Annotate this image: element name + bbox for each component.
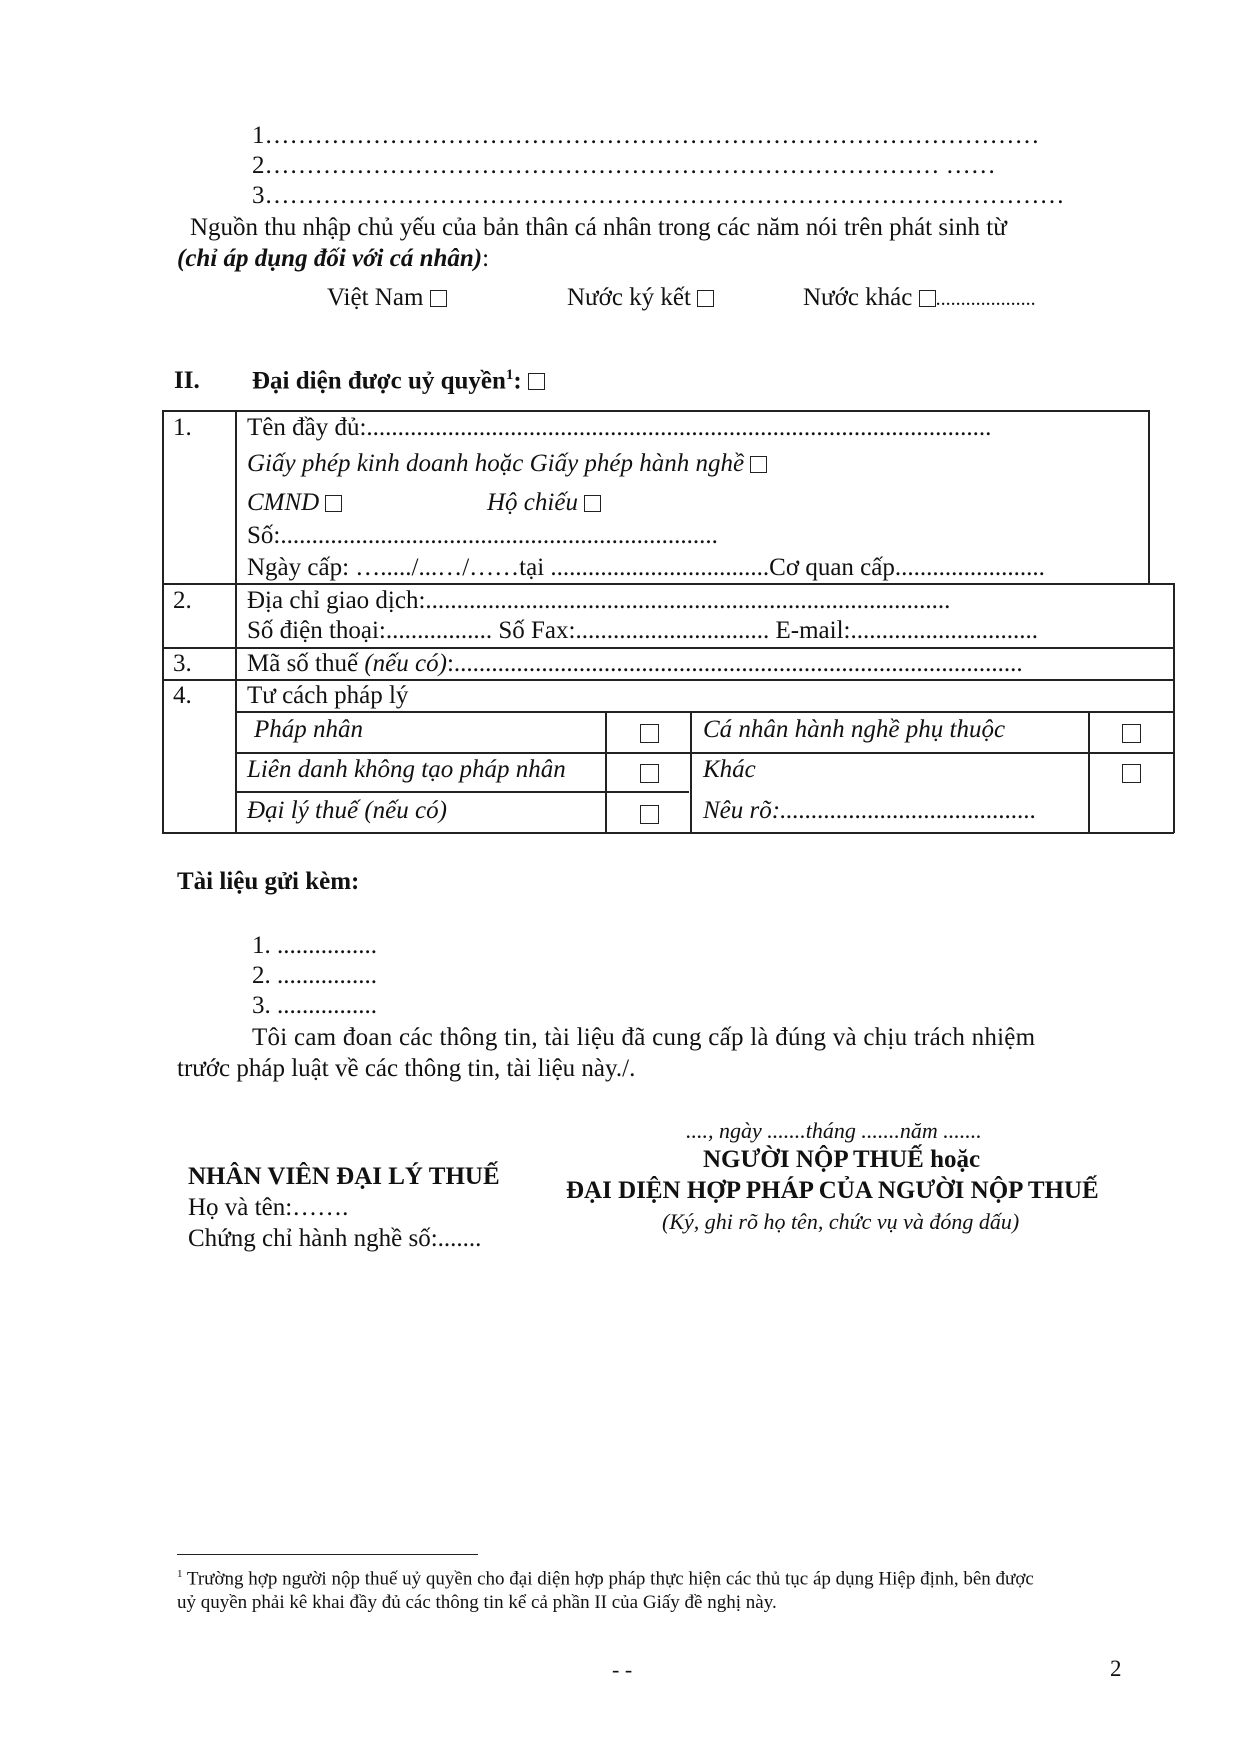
table-border <box>162 583 1174 585</box>
passport-option-label: Hộ chiếu <box>487 489 578 516</box>
agent-name-field[interactable]: Họ và tên:……. <box>188 1194 349 1221</box>
tax-code-dots: :........................................................................................... <box>446 650 1023 677</box>
tax-code-label: Mã số thuế <box>247 650 359 677</box>
tax-agent-label: Đại lý thuế (nếu có) <box>247 797 447 824</box>
tax-agent-staff-title: NHÂN VIÊN ĐẠI LÝ THUẾ <box>188 1163 500 1190</box>
row-3-number: 3. <box>173 650 192 677</box>
table-border <box>162 679 1174 681</box>
passport-option[interactable] <box>487 489 601 517</box>
table-border <box>1173 583 1175 833</box>
attachments-title: Tài liệu gửi kèm: <box>177 868 360 895</box>
other-label: Khác <box>703 756 756 783</box>
table-border <box>162 832 1174 834</box>
license-option-label: Giấy phép kinh doanh hoặc Giấy phép hành nghề <box>247 450 745 477</box>
checkbox-license[interactable] <box>750 456 767 473</box>
attachment-item-1[interactable]: 1. ................ <box>252 932 377 959</box>
page-center-mark: - - <box>612 1657 633 1682</box>
footnote-line-1 <box>177 1568 1034 1590</box>
footnote-mark: 1 <box>177 1568 183 1580</box>
attachment-item-3[interactable]: 3. ................ <box>252 992 377 1019</box>
full-name-field[interactable]: Tên đầy đủ:.................................................................................................... <box>247 414 992 441</box>
legal-entity-label: Pháp nhân <box>254 716 364 743</box>
table-border <box>690 711 692 833</box>
cmnd-option-label: CMND <box>247 489 320 516</box>
checkbox-other[interactable] <box>1122 764 1141 783</box>
income-option-vietnam[interactable] <box>327 284 447 312</box>
row-1-number: 1. <box>173 414 192 441</box>
income-note-suffix: : <box>482 245 490 272</box>
table-border <box>162 410 164 833</box>
income-option-treaty-country[interactable] <box>567 284 714 312</box>
table-border <box>605 711 607 833</box>
tax-code-note: (nếu có) <box>364 650 447 677</box>
section-2-title-text: Đại diện được uỷ quyền <box>252 367 506 395</box>
table-border <box>236 752 1174 754</box>
income-note-text: (chỉ áp dụng đối với cá nhân) <box>177 245 483 272</box>
page-number: 2 <box>1110 1656 1122 1681</box>
checkbox-joint-venture[interactable] <box>640 764 659 783</box>
checkbox-tax-agent[interactable] <box>640 805 659 824</box>
id-number-field[interactable]: Số:...................................................................... <box>247 522 718 549</box>
list-item-3: 3…………………………………………………………………………………… <box>252 182 1065 209</box>
checkbox-legal-entity[interactable] <box>640 724 659 743</box>
taxpayer-sign-note: (Ký, ghi rõ họ tên, chức vụ và đóng dấu) <box>662 1209 1020 1234</box>
checkbox-other-country[interactable] <box>919 290 936 307</box>
tax-code-field[interactable] <box>247 650 1023 678</box>
joint-venture-label: Liên danh không tạo pháp nhân <box>247 756 566 783</box>
section-2-number: II. <box>174 367 200 394</box>
contact-fields[interactable]: Số điện thoại:................. Số Fax:............................... E-mail:.............................. <box>247 617 1038 644</box>
checkbox-treaty-country[interactable] <box>697 290 714 307</box>
table-border <box>236 711 1174 713</box>
footnote-line-2: uỷ quyền phải kê khai đầy đủ các thông tin kể cả phần II của Giấy đề nghị này. <box>177 1592 777 1613</box>
income-note <box>177 245 489 273</box>
agent-certificate-field[interactable]: Chứng chỉ hành nghề số:....... <box>188 1225 482 1252</box>
commitment-line-2: trước pháp luật về các thông tin, tài liệu này./. <box>177 1055 636 1082</box>
checkbox-dependent-practitioner[interactable] <box>1122 724 1141 743</box>
list-item-1: 1………………………………………………………………………………… <box>252 122 1040 149</box>
table-border <box>1088 711 1090 833</box>
section-2-title <box>252 367 545 395</box>
row-4-number: 4. <box>173 682 192 709</box>
footnote-separator <box>177 1554 478 1555</box>
table-border <box>236 791 689 793</box>
attachment-item-2[interactable]: 2. ................ <box>252 962 377 989</box>
table-border <box>162 647 1174 649</box>
specify-field-text: Nêu rõ:......................................... <box>703 797 1037 824</box>
income-source-text: Nguồn thu nhập chủ yếu của bản thân cá nhân trong các năm nói trên phát sinh từ <box>190 214 1007 241</box>
checkbox-authorized-representative[interactable] <box>528 373 545 390</box>
address-field[interactable]: Địa chỉ giao dịch:.................................................................................... <box>247 587 951 614</box>
row-2-number: 2. <box>173 587 192 614</box>
table-border <box>1148 410 1150 584</box>
income-option-vietnam-label: Việt Nam <box>327 284 424 311</box>
taxpayer-title-2: ĐẠI DIỆN HỢP PHÁP CỦA NGƯỜI NỘP THUẾ <box>566 1177 1099 1204</box>
signature-date-line: ...., ngày .......tháng .......năm ....... <box>686 1118 982 1143</box>
table-border <box>235 410 237 833</box>
income-option-other-dots: .................... <box>935 288 1036 310</box>
issue-date-field[interactable]: Ngày cấp: …...../...…/……tại ...................................Cơ quan cấp........................ <box>247 554 1045 581</box>
cmnd-option[interactable] <box>247 489 342 517</box>
income-option-other-country[interactable] <box>803 284 1036 312</box>
commitment-line-1: Tôi cam đoan các thông tin, tài liệu đã cung cấp là đúng và chịu trách nhiệm <box>252 1024 1036 1051</box>
table-border <box>162 410 1149 412</box>
license-option[interactable] <box>247 450 767 478</box>
footnote-ref: 1 <box>505 367 514 383</box>
section-2-title-suffix: : <box>513 367 522 395</box>
dependent-practitioner-label: Cá nhân hành nghề phụ thuộc <box>703 716 1006 743</box>
footnote-text-1: Trường hợp người nộp thuế uỷ quyền cho đại diện hợp pháp thực hiện các thủ tục áp dụng Hiệp định, bên được <box>186 1568 1034 1590</box>
taxpayer-title-1: NGƯỜI NỘP THUẾ hoặc <box>703 1146 981 1173</box>
specify-field[interactable] <box>703 797 1036 825</box>
list-item-2: 2……………………………………………………………………… …… <box>252 152 996 179</box>
checkbox-cmnd[interactable] <box>325 495 342 512</box>
checkbox-vietnam[interactable] <box>430 290 447 307</box>
income-option-treaty-label: Nước ký kết <box>567 284 691 311</box>
legal-status-label: Tư cách pháp lý <box>247 682 409 709</box>
checkbox-passport[interactable] <box>584 495 601 512</box>
income-option-other-label: Nước khác <box>803 284 913 311</box>
